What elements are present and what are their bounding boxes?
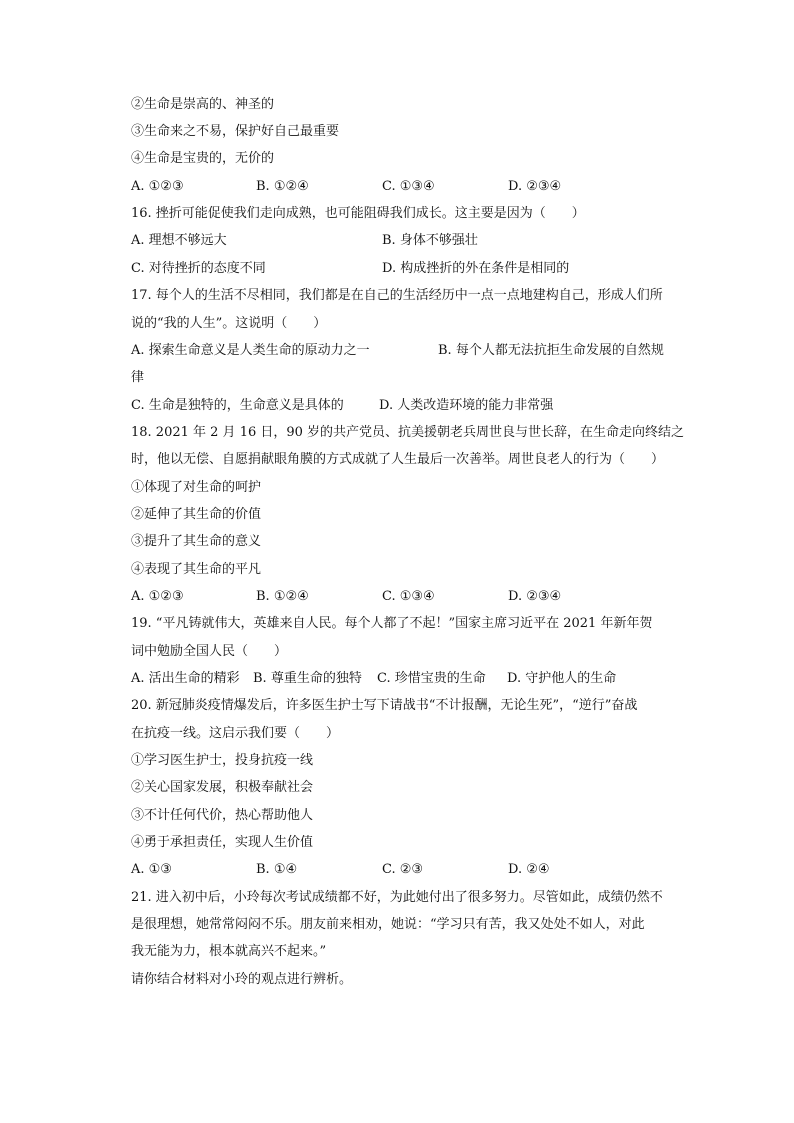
q18-statement-2: ②延伸了其生命的价值 — [131, 507, 262, 522]
option-c: C. ②③ — [382, 862, 424, 877]
option-b: B. 身体不够强壮 — [382, 233, 478, 248]
q21-stem-line3: 我无能为力，根本就高兴不起来。” — [131, 944, 327, 959]
q19-stem-line1: 19. “平凡铸就伟大，英雄来自人民。每个人都了不起！”国家主席习近平在 2021 年新年贺 — [131, 616, 653, 631]
option-b: B. 每个人都无法抗拒生命发展的自然规 — [438, 343, 664, 358]
option-c: C. ①③④ — [382, 589, 435, 604]
option-a: A. 探索生命意义是人类生命的原动力之一 — [131, 343, 370, 358]
q20-stem-line1: 20. 新冠肺炎疫情爆发后，许多医生护士写下请战书“不计报酬，无论生死”，“逆行”奋战 — [131, 698, 638, 713]
q19-stem-line2: 词中勉励全国人民（ ） — [131, 644, 288, 659]
q21-stem-line1: 21. 进入初中后，小玲每次考试成绩都不好，为此她付出了很多努力。尽管如此，成绩仍然不 — [131, 890, 663, 905]
option-b: B. ①④ — [256, 862, 298, 877]
option-d: D. 守护他人的生命 — [507, 671, 617, 686]
q16-stem: 16. 挫折可能促使我们走向成熟，也可能阻碍我们成长。这主要是因为（ ） — [131, 206, 585, 221]
q21-prompt: 请你结合材料对小玲的观点进行辨析。 — [131, 972, 353, 987]
option-a: A. 活出生命的精彩 — [131, 671, 240, 686]
q18-stem-line1: 18. 2021 年 2 月 16 日，90 岁的共产党员、抗美援朝老兵周世良与世长辞，在生命走向终结之 — [131, 425, 685, 440]
option-c: C. 珍惜宝贵的生命 — [377, 671, 486, 686]
option-a: A. ①②③ — [131, 179, 184, 194]
statement-2: ②生命是崇高的、神圣的 — [131, 97, 275, 112]
q18-statement-3: ③提升了其生命的意义 — [131, 534, 262, 549]
q21-stem-line2: 是很理想，她常常闷闷不乐。朋友前来相劝，她说：“学习只有苦，我又处处不如人，对此 — [131, 917, 645, 932]
option-c: C. 对待挫折的态度不同 — [131, 261, 266, 276]
q18-statement-1: ①体现了对生命的呵护 — [131, 480, 262, 495]
option-d: D. 人类改造环境的能力非常强 — [379, 398, 554, 413]
q17-stem-line1: 17. 每个人的生活不尽相同，我们都是在自己的生活经历中一点一点地建构自己，形成人们所 — [131, 288, 663, 303]
option-a: A. ①②③ — [131, 589, 184, 604]
q18-stem-line2: 时，他以无偿、自愿捐献眼角膜的方式成就了人生最后一次善举。周世良老人的行为（ ） — [131, 452, 665, 467]
option-d: D. ②③④ — [508, 179, 562, 194]
option-c: C. 生命是独特的，生命意义是具体的 — [131, 398, 344, 413]
q20-statement-4: ④勇于承担责任，实现人生价值 — [131, 835, 314, 850]
option-a: A. ①③ — [131, 862, 172, 877]
q18-statement-4: ④表现了其生命的平凡 — [131, 562, 262, 577]
option-d: D. ②④ — [508, 862, 550, 877]
q20-statement-1: ①学习医生护士，投身抗疫一线 — [131, 753, 314, 768]
option-b: B. ①②④ — [256, 179, 309, 194]
q20-statement-3: ③不计任何代价，热心帮助他人 — [131, 808, 314, 823]
q17-stem-line2: 说的“我的人生”。这说明（ ） — [131, 316, 327, 331]
option-a: A. 理想不够远大 — [131, 233, 227, 248]
statement-4: ④生命是宝贵的，无价的 — [131, 151, 275, 166]
option-d: D. 构成挫折的外在条件是相同的 — [382, 261, 570, 276]
statement-3: ③生命来之不易，保护好自己最重要 — [131, 124, 340, 139]
q20-statement-2: ②关心国家发展，积极奉献社会 — [131, 780, 314, 795]
option-b: B. ①②④ — [256, 589, 309, 604]
q20-stem-line2: 在抗疫一线。这启示我们要（ ） — [131, 726, 340, 741]
q17-option-b-wrap: 律 — [131, 370, 145, 385]
option-d: D. ②③④ — [508, 589, 562, 604]
option-b: B. 尊重生命的独特 — [253, 671, 362, 686]
option-c: C. ①③④ — [382, 179, 435, 194]
